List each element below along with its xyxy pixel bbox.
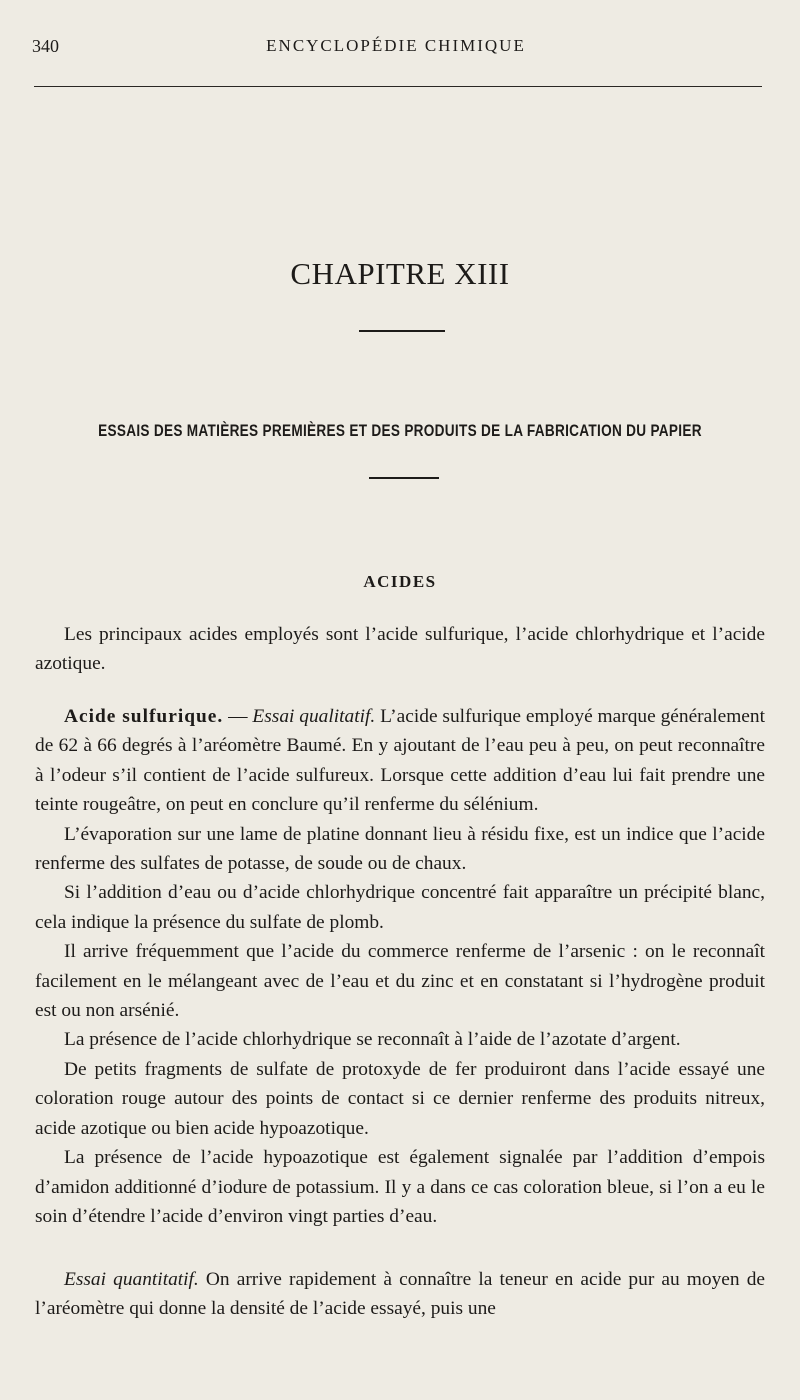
paragraph-evaporation: L’évaporation sur une lame de platine donnant lieu à résidu fixe, est un indice que l’acide renferme des sulfates de potasse, de soude ou de chaux.	[35, 823, 765, 875]
page-number: 340	[32, 36, 59, 56]
essai-quantitatif-label: Essai quantitatif.	[64, 1269, 199, 1290]
paragraph-nitreux: De petits fragments de sulfate de protoxyde de fer produiront dans l’acide essayé une coloration rouge autour des points de contact si ce dernier renferme des produits nitreux, acide azotique ou bien acide hypoazotique.	[35, 1058, 765, 1139]
chapter-rule	[359, 330, 445, 332]
chapter-title: CHAPITRE XIII	[290, 256, 510, 291]
sulfurique-text: L’acide sulfurique employé marque généralement de 62 à 66 degrés à l’aréomètre Baumé. En y ajoutant de l’eau peu à peu, on peut reconnaître à l’odeur s’il contient de l’acide sulfureux. Lorsque cette addition d’eau lui fait prendre une teinte rougeâtre, on peut en conclure qu’il renferme du sélénium.	[35, 706, 766, 816]
paragraph-arsenic: Il arrive fréquemment que l’acide du commerce renferme de l’arsenic : on le reconnaît facilement en le mélangeant avec de l’eau et du zinc et en constatant si l’hydrogène produit est ou non arsénié.	[35, 941, 765, 1022]
sulfurique-paragraph	[35, 702, 765, 820]
header-rule	[34, 86, 762, 87]
essai-qualitatif-label: Essai qualitatif.	[252, 706, 376, 727]
section-rule	[369, 477, 439, 479]
paragraph-hypoazotique: La présence de l’acide hypoazotique est également signalée par l’addition d’empois d’amidon additionné d’iodure de potassium. Il y a dans ce cas coloration bleue, si l’on a eu le soin d’étendre l’acide d’environ vingt parties d’eau.	[35, 1147, 765, 1227]
paragraph-chlorhydrique: La présence de l’acide chlorhydrique se reconnaît à l’aide de l’azotate d’argent.	[64, 1029, 681, 1051]
quantitatif-text: On arrive rapidement à connaître la teneur en acide pur au moyen de l’aréomètre qui donne la densité de l’acide essayé, puis une	[35, 1269, 765, 1320]
quantitatif-block	[35, 1265, 765, 1324]
running-head: ENCYCLOPÉDIE CHIMIQUE	[266, 36, 526, 55]
run-in-heading: Acide sulfurique.	[64, 706, 224, 727]
em-dash: —	[223, 706, 253, 727]
subsection-title: ACIDES	[363, 572, 437, 591]
page-header	[32, 36, 760, 60]
quantitatif-paragraph	[35, 1265, 765, 1324]
intro-paragraph-block	[35, 620, 765, 679]
intro-paragraph: Les principaux acides employés sont l’acide sulfurique, l’acide chlorhydrique et l’acide azotique.	[35, 624, 765, 675]
section-title: ESSAIS DES MATIÈRES PREMIÈRES ET DES PRODUITS DE LA FABRICATION DU PAPIER	[98, 421, 702, 440]
paragraph-plomb: Si l’addition d’eau ou d’acide chlorhydrique concentré fait apparaître un précipité blanc, cela indique la présence du sulfate de plomb.	[35, 882, 765, 933]
main-text-block	[35, 702, 765, 1231]
